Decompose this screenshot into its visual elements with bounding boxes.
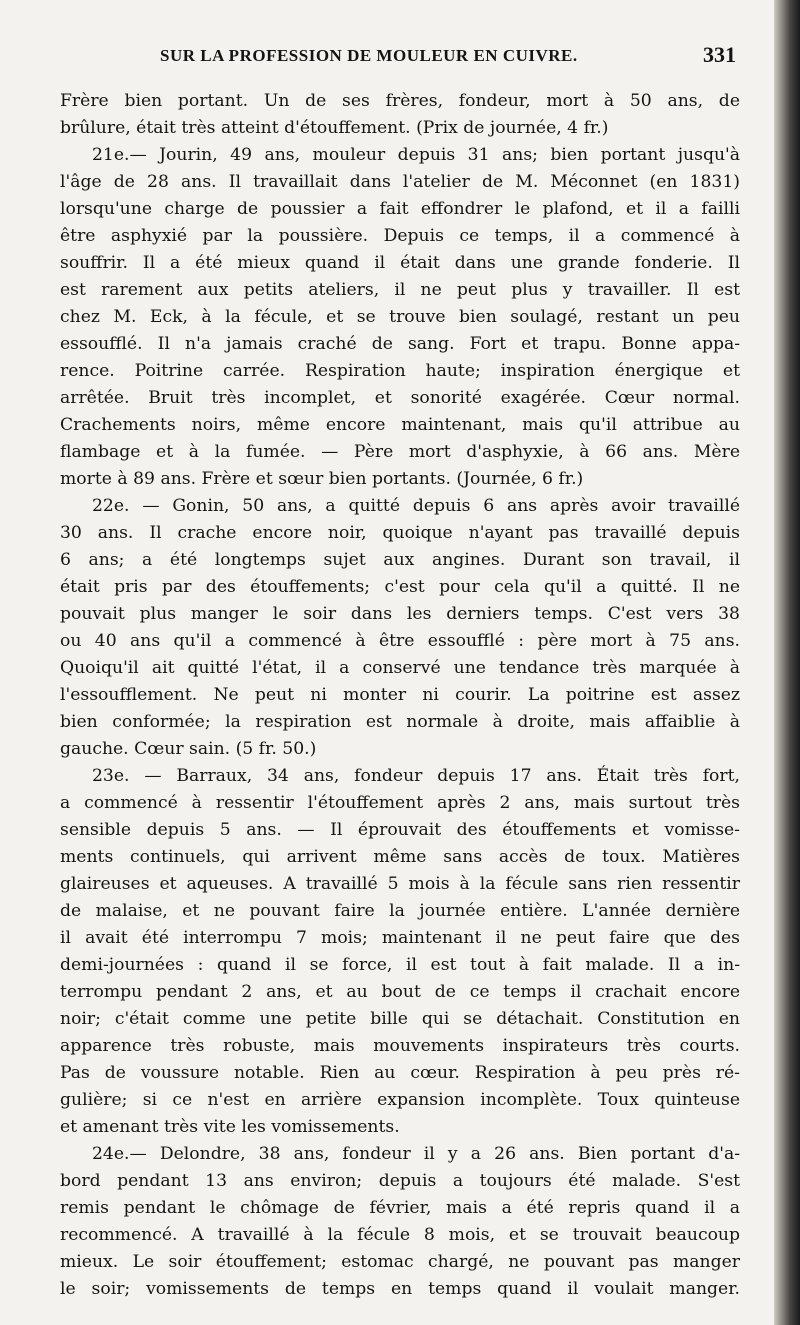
text-line: 22e. — Gonin, 50 ans, a quitté depuis 6 ans après avoir travaillé [92, 496, 740, 516]
text-line: 30 ans. Il crache encore noir, quoique n'ayant pas travaillé depuis [60, 523, 740, 543]
text-line: chez M. Eck, à la fécule, et se trouve bien soulagé, restant un peu [60, 307, 740, 327]
text-line: le soir; vomissements de temps en temps quand il voulait manger. [60, 1279, 740, 1299]
text-line: être asphyxié par la poussière. Depuis ce temps, il a commencé à [60, 226, 740, 246]
text-line: recommencé. A travaillé à la fécule 8 mois, et se trouvait beaucoup [60, 1225, 740, 1245]
text-line: Pas de voussure notable. Rien au cœur. Respiration à peu près ré- [60, 1063, 740, 1083]
text-line: il avait été interrompu 7 mois; maintenant il ne peut faire que des [60, 928, 740, 948]
text-line: bien conformée; la respiration est normale à droite, mais affaiblie à [60, 712, 740, 732]
text-line: 21e.— Jourin, 49 ans, mouleur depuis 31 ans; bien portant jusqu'à [92, 145, 740, 165]
text-line: l'âge de 28 ans. Il travaillait dans l'atelier de M. Méconnet (en 1831) [60, 172, 740, 192]
text-line: l'essoufflement. Ne peut ni monter ni courir. La poitrine est assez [60, 685, 740, 705]
text-line: demi-journées : quand il se force, il est tout à fait malade. Il a in- [60, 955, 740, 975]
text-line: Crachements noirs, même encore maintenant, mais qu'il attribue au [60, 415, 740, 435]
text-line: morte à 89 ans. Frère et sœur bien portants. (Journée, 6 fr.) [60, 469, 584, 489]
text-line: Frère bien portant. Un de ses frères, fondeur, mort à 50 ans, de [60, 91, 740, 111]
text-line: arrêtée. Bruit très incomplet, et sonorité exagérée. Cœur normal. [60, 388, 740, 408]
text-line: lorsqu'une charge de poussier a fait effondrer le plafond, et il a failli [60, 199, 740, 219]
page-number: 331 [703, 42, 736, 67]
text-line: 6 ans; a été longtemps sujet aux angines. Durant son travail, il [60, 550, 740, 570]
text-line: gauche. Cœur sain. (5 fr. 50.) [60, 739, 317, 759]
text-line: rence. Poitrine carrée. Respiration haute; inspiration énergique et [60, 361, 740, 381]
text-line: gulière; si ce n'est en arrière expansion incomplète. Toux quinteuse [60, 1090, 740, 1110]
text-line: noir; c'était comme une petite bille qui se détachait. Constitution en [60, 1009, 740, 1029]
text-line: et amenant très vite les vomissements. [60, 1117, 400, 1137]
text-line: est rarement aux petits ateliers, il ne peut plus y travailler. Il est [60, 280, 740, 300]
text-line: ou 40 ans qu'il a commencé à être essoufflé : père mort à 75 ans. [60, 631, 740, 651]
text-line: bord pendant 13 ans environ; depuis a toujours été malade. S'est [60, 1171, 740, 1191]
text-line: sensible depuis 5 ans. — Il éprouvait des étouffements et vomisse- [60, 820, 740, 840]
text-line: Quoiqu'il ait quitté l'état, il a conservé une tendance très marquée à [60, 658, 740, 678]
text-line: brûlure, était très atteint d'étouffement. (Prix de journée, 4 fr.) [60, 118, 609, 138]
body-text [60, 88, 740, 1303]
text-line: terrompu pendant 2 ans, et au bout de ce temps il crachait encore [60, 982, 740, 1002]
text-line: 24e.— Delondre, 38 ans, fondeur il y a 26 ans. Bien portant d'a- [92, 1144, 740, 1164]
text-line: flambage et à la fumée. — Père mort d'asphyxie, à 66 ans. Mère [60, 442, 740, 462]
text-line: 23e. — Barraux, 34 ans, fondeur depuis 17 ans. Était très fort, [92, 766, 740, 786]
text-line: remis pendant le chômage de février, mais a été repris quand il a [60, 1198, 740, 1218]
text-line: de malaise, et ne pouvant faire la journée entière. L'année dernière [60, 901, 740, 921]
text-line: était pris par des étouffements; c'est pour cela qu'il a quitté. Il ne [60, 577, 740, 597]
text-line: ments continuels, qui arrivent même sans accès de toux. Matières [60, 847, 740, 867]
text-line: glaireuses et aqueuses. A travaillé 5 mois à la fécule sans rien ressentir [60, 874, 740, 894]
text-line: essoufflé. Il n'a jamais craché de sang. Fort et trapu. Bonne appa- [60, 334, 740, 354]
running-head: SUR LA PROFESSION DE MOULEUR EN CUIVRE. [160, 46, 578, 65]
page-header [60, 40, 740, 80]
text-line: apparence très robuste, mais mouvements inspirateurs très courts. [60, 1036, 740, 1056]
text-line: mieux. Le soir étouffement; estomac chargé, ne pouvant pas manger [60, 1252, 740, 1272]
text-line: pouvait plus manger le soir dans les derniers temps. C'est vers 38 [60, 604, 740, 624]
text-line: a commencé à ressentir l'étouffement après 2 ans, mais surtout très [60, 793, 740, 813]
page-gutter-shadow [774, 0, 800, 1325]
text-line: souffrir. Il a été mieux quand il était dans une grande fonderie. Il [60, 253, 740, 273]
